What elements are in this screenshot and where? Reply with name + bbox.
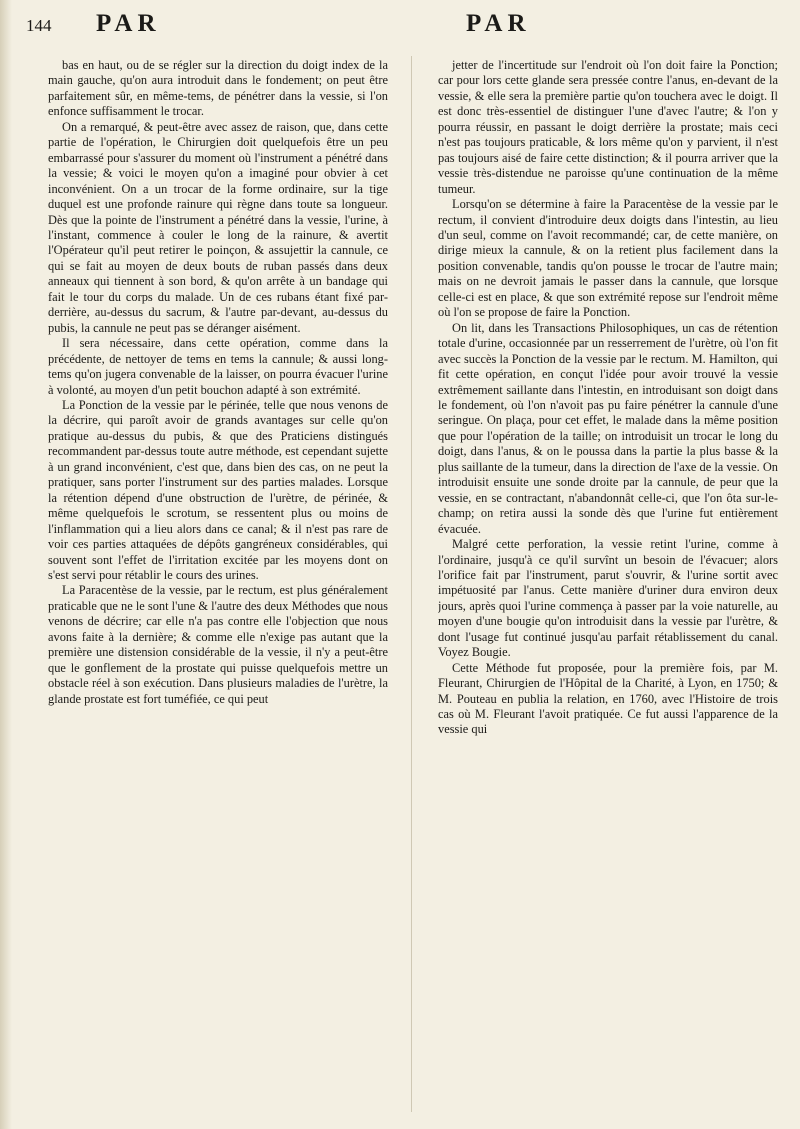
paragraph: Il sera nécessaire, dans cette opération, comme dans la précédente, de nettoyer de tems en tems la cannule; & aussi long-tems qu'on jugera convenable de la laisser, on pourra évacuer l'urine à volonté, au moyen d'un petit bouchon adapté à son extrémité. <box>48 336 388 397</box>
running-head-right: PAR <box>466 10 531 37</box>
paragraph: Cette Méthode fut proposée, pour la première fois, par M. Fleurant, Chirurgien de l'Hôpital de la Charité, à Lyon, en 1750; & M. Pouteau en publia la relation, en 1760, avec l'Histoire de trois cas où M. Fleurant l'avoit pratiquée. Ce fut aussi l'apparence de la vessie qui <box>438 660 778 737</box>
paragraph: bas en haut, ou de se régler sur la direction du doigt index de la main gauche, qu'on aura introduit dans le fondement; on peut être parfaitement sûr, en même-tems, de pénétrer dans la vessie, si l'on enfonce suffisamment le trocar. <box>48 58 388 119</box>
paragraph: Lorsqu'on se détermine à faire la Paracentèse de la vessie par le rectum, il convient d'introduire deux doigts dans l'intestin, au lieu d'un seul, comme on l'avoit recommandé; car, de cette manière, on dirige mieux la cannule, & on la retient plus facilement dans la position convenable, tandis qu'on pousse le trocar de l'autre main; mais on ne devroit jamais le passer dans la cannule, que lorsque celle-ci est en place, & que son extrémité repose sur l'endroit même où l'on se propose de faire la Ponction. <box>438 197 778 320</box>
paragraph: On lit, dans les Transactions Philosophiques, un cas de rétention totale d'urine, occasionnée par un resserrement de l'urètre, où l'on fit avec succès la Ponction de la vessie par le rectum. M. Hamilton, qui fit cette opération, en conçut l'idée pour avoir trouvé la vessie extrêmement saillante dans l'intestin, en introduisant son doigt dans le fondement, où l'on n'avoit pas pu faire pénétrer la cannule d'une seringue. On plaça, pour cet effet, le malade dans la même position que pour l'opération de la taille; on introduisit un trocar le long du doigt, dans l'anus, & on le poussa dans la partie la plus basse & la plus saillante de la tumeur, dans la direction de l'axe de la vessie. On introduisit ensuite une sonde droite par la cannule, de peur que la vessie, en se contractant, n'abandonnât celle-ci, que l'on ôta sur-le-champ; on retira aussi la sonde dès que l'urine fut entièrement évacuée. <box>438 320 778 536</box>
running-head-left: PAR <box>96 10 161 37</box>
right-column <box>438 58 778 1118</box>
paragraph: Malgré cette perforation, la vessie retint l'urine, comme à l'ordinaire, jusqu'à ce qu'il survînt un besoin de l'évacuer; alors l'orifice fait par l'instrument, parut s'ouvrir, & l'urine sortit avec impétuosité par l'anus. Cette manière d'uriner dura environ deux jours, après quoi l'urine commença à passer par la voie naturelle, au moyen d'une bougie qu'on introduisit dans la vessie par l'urètre, & dont l'usage fut continué jusqu'au parfait rétablissement du canal. Voyez Bougie. <box>438 537 778 660</box>
left-column <box>48 58 388 1118</box>
paragraph: On a remarqué, & peut-être avec assez de raison, que, dans cette partie de l'opération, le Chirurgien doit quelquefois être un peu embarrassé pour s'assurer du moment où l'instrument a pénétré dans la vessie; & voici le moyen qu'on a imaginé pour obvier à cet inconvénient. On a un trocar de la forme ordinaire, sur la tige duquel est une profonde rainure qui règne dans toute sa longueur. Dès que la pointe de l'instrument a pénétré dans la vessie, l'urine, à l'instant, commence à couler le long de la rainure, & avertit l'Opérateur qu'il peut retirer le poinçon, & assujettir la cannule, ce qui se fait au moyen de deux bouts de ruban passés dans deux anneaux qui tiennent à son bord, & qu'on arrête à un bandage qui fait le tour du corps du malade. Un de ces rubans étant fixé par-derrière, au-dessus du sacrum, & l'autre par-devant, au-dessus du pubis, la cannule ne peut pas se déranger aisément. <box>48 119 388 335</box>
paragraph: La Ponction de la vessie par le périnée, telle que nous venons de la décrire, qui paroît avoir de grands avantages sur celle qu'on pratique au-dessus du pubis, & que des Praticiens distingués recommandent par-dessus toute autre méthode, est cependant sujette à un grand inconvénient, c'est que, dans bien des cas, on ne peut la pratiquer, sans porter l'instrument sur des parties malades. Lorsque la rétention dépend d'une obstruction de l'urètre, de périnée, & même quelquefois le scrotum, se ressentent plus ou moins de l'inflammation qui a lieu alors dans ce canal; & il n'est pas rare de voir ces parties attaquées de dépôts gangréneux considérables, qui souvent sont l'effet de l'irritation excitée par les moyens dont on s'est servi pour rétablir le cours des urines. <box>48 397 388 582</box>
page-header <box>0 10 800 44</box>
paragraph: La Paracentèse de la vessie, par le rectum, est plus généralement praticable que ne le sont l'une & l'autre des deux Méthodes que nous venons de décrire; car elle n'a pas contre elle l'objection que nous avons faite à la dernière; & comme elle n'exige pas autant que la première une distension considérable de la vessie, il n'y a peut-être que le gonflement de la prostate qui puisse quelquefois mettre un obstacle réel à son exécution. Dans plusieurs maladies de l'urètre, la glande prostate est fort tuméfiée, ce qui peut <box>48 583 388 706</box>
column-divider <box>411 56 412 1112</box>
page-number: 144 <box>26 16 52 35</box>
page-edge <box>0 0 12 1129</box>
paragraph: jetter de l'incertitude sur l'endroit où l'on doit faire la Ponction; car pour lors cette glande sera pressée contre l'anus, en-devant de la vessie, & elle sera la première partie qu'on touchera avec le doigt. Il est donc très-essentiel de distinguer l'une d'avec l'autre; & l'on y pourra réussir, en passant le doigt derrière la prostate; mais ceci n'est pas toujours praticable, & lors même qu'on y parvient, il n'est pas toujours aisé de faire cette distinction; & il pourra arriver que la vessie très-distendue ne paroisse qu'une continuation de la même tumeur. <box>438 58 778 196</box>
